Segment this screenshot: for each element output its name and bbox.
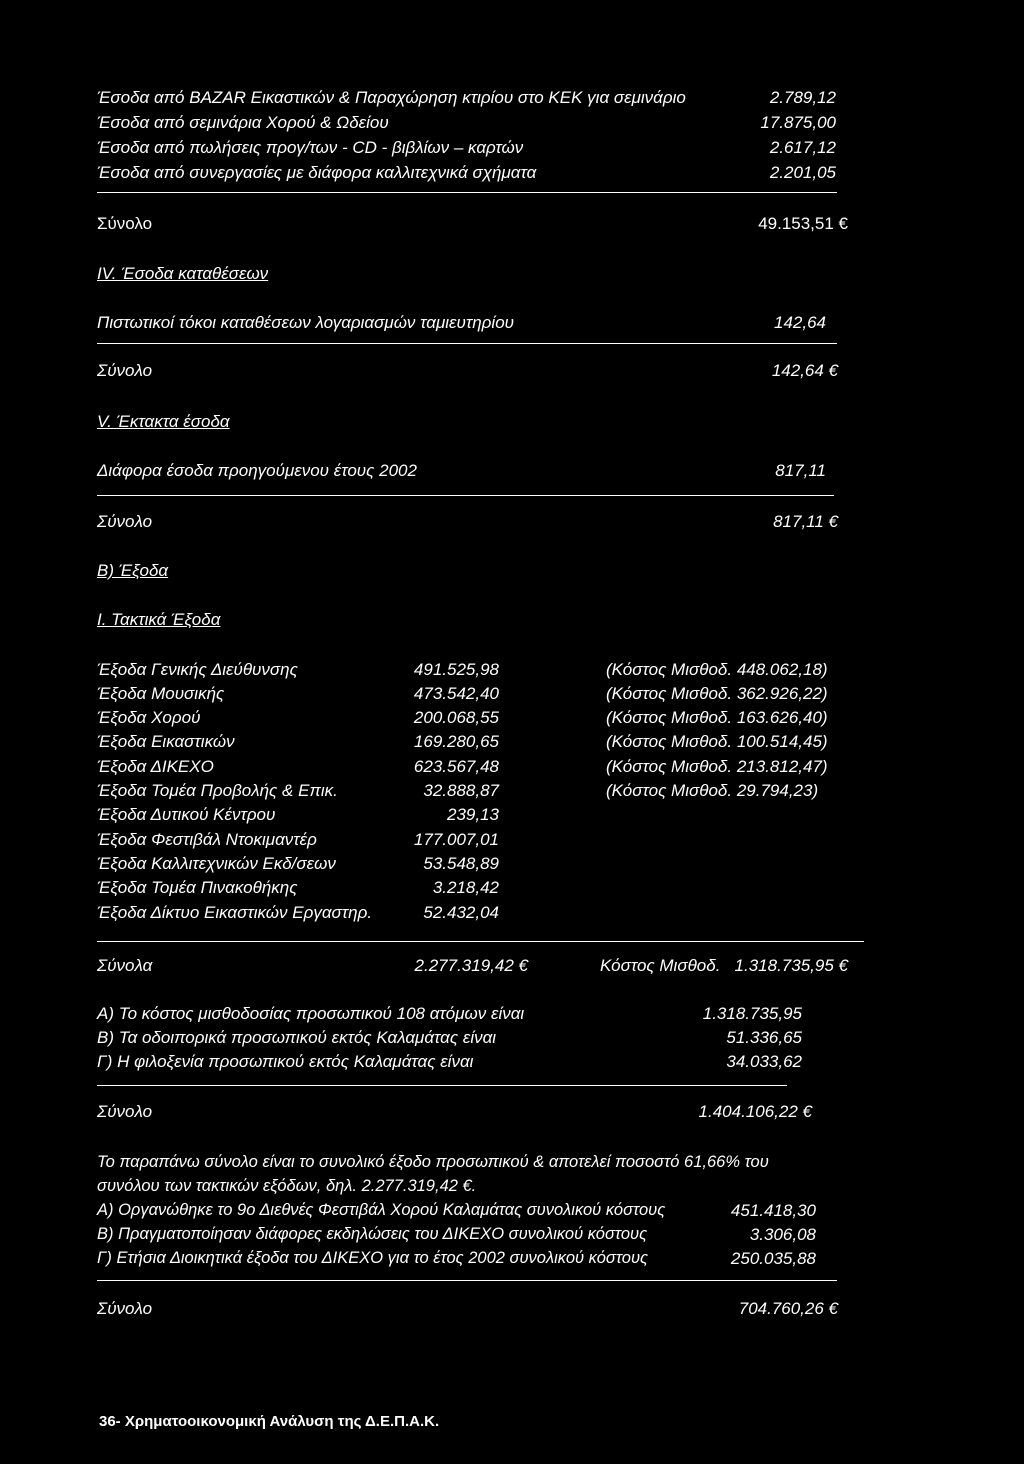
extraordinary-value: 817,11 xyxy=(775,461,826,480)
section-heading: V. Έκτακτα έσοδα xyxy=(97,412,230,431)
total-value: 817,11 € xyxy=(773,512,838,531)
divider xyxy=(97,343,837,344)
income-value: 2.201,05 xyxy=(769,163,836,182)
expense-label: Έξοδα Δυτικού Κέντρου xyxy=(97,805,276,824)
expenses-heading: Β) Έξοδα xyxy=(97,561,169,580)
expense-label: Έξοδα Χορού xyxy=(97,708,201,727)
expense-label: Έξοδα Καλλιτεχνικών Εκδ/σεων xyxy=(97,854,336,873)
total-value: 49.153,51 € xyxy=(758,214,848,233)
payroll-note: (Κόστος Μισθοδ. 448.062,18) xyxy=(606,660,828,679)
expense-label: Έξοδα Εικαστικών xyxy=(97,732,235,751)
expense-label: Έξοδα Μουσικής xyxy=(97,684,225,703)
expense-value: 473.542,40 xyxy=(413,684,499,703)
income-label: Έσοδα από BAZAR Εικαστικών & Παραχώρηση κτιρίου στο ΚΕΚ για σεμινάριο xyxy=(97,88,686,107)
expense-value: 239,13 xyxy=(447,805,499,824)
event-cost-label: Β) Πραγματοποίησαν διάφορες εκδηλώσεις του ΔΙΚΕΧΟ συνολικού κόστους xyxy=(97,1225,648,1243)
expense-label: Έξοδα Φεστιβάλ Ντοκιμαντέρ xyxy=(97,830,317,849)
divider xyxy=(97,192,837,193)
payroll-note: (Κόστος Μισθοδ. 100.514,45) xyxy=(606,732,828,751)
payroll-note: (Κόστος Μισθοδ. 362.926,22) xyxy=(606,684,828,703)
staff-cost-value: 34.033,62 xyxy=(726,1052,802,1071)
expense-label: Έξοδα ΔΙΚΕΧΟ xyxy=(97,757,214,776)
income-value: 17.875,00 xyxy=(760,113,836,132)
income-label: Έσοδα από πωλήσεις προγ/των - CD - βιβλίων – καρτών xyxy=(97,138,524,157)
expense-value: 32.888,87 xyxy=(423,781,499,800)
payroll-note: (Κόστος Μισθοδ. 29.794,23) xyxy=(606,781,819,800)
summary-paragraph-line: Το παραπάνω σύνολο είναι το συνολικό έξοδο προσωπικού & αποτελεί ποσοστό 61,66% του xyxy=(97,1153,769,1171)
staff-cost-label: Α) Το κόστος μισθοδοσίας προσωπικού 108 ατόμων είναι xyxy=(97,1004,525,1023)
page-footer: 36- Χρηματοοικονομική Ανάλυση της Δ.Ε.Π.Α.Κ. xyxy=(99,1413,440,1430)
expense-label: Έξοδα Τομέα Προβολής & Επικ. xyxy=(97,781,338,800)
event-cost-label: Α) Οργανώθηκε το 9ο Διεθνές Φεστιβάλ Χορού Καλαμάτας συνολικού κόστους xyxy=(97,1201,666,1219)
summary-paragraph-line: συνόλου των τακτικών εξόδων, δηλ. 2.277.319,42 €. xyxy=(97,1177,477,1195)
total-value: 704.760,26 € xyxy=(738,1299,838,1318)
income-label: Έσοδα από συνεργασίες με διάφορα καλλιτεχνικά σχήματα xyxy=(97,163,537,182)
expense-label: Έξοδα Δίκτυο Εικαστικών Εργαστηρ. xyxy=(97,903,373,922)
staff-cost-label: Γ) Η φιλοξενία προσωπικού εκτός Καλαμάτας είναι xyxy=(97,1052,474,1071)
expense-label: Έξοδα Τομέα Πινακοθήκης xyxy=(97,878,298,897)
total-label: Σύνολο xyxy=(97,1299,153,1318)
divider xyxy=(97,1085,787,1086)
event-cost-label: Γ) Ετήσια Διοικητικά έξοδα του ΔΙΚΕΧΟ για το έτος 2002 συνολικού κόστους xyxy=(97,1249,649,1267)
payroll-total-label: Κόστος Μισθοδ. xyxy=(600,956,721,975)
deposit-value: 142,64 xyxy=(774,313,826,332)
expense-value: 491.525,98 xyxy=(413,660,499,679)
payroll-note: (Κόστος Μισθοδ. 163.626,40) xyxy=(606,708,828,727)
income-value: 2.617,12 xyxy=(769,138,836,157)
income-label: Έσοδα από σεμινάρια Χορού & Ωδείου xyxy=(97,113,389,132)
totals-value: 2.277.319,42 € xyxy=(414,956,528,975)
total-label: Σύνολο xyxy=(97,512,153,531)
total-value: 142,64 € xyxy=(771,361,838,380)
totals-label: Σύνολα xyxy=(97,956,153,975)
staff-cost-value: 51.336,65 xyxy=(726,1028,802,1047)
event-cost-value: 250.035,88 xyxy=(730,1249,816,1268)
expense-value: 52.432,04 xyxy=(423,903,499,922)
total-label: Σύνολο xyxy=(97,361,153,380)
staff-cost-value: 1.318.735,95 xyxy=(702,1004,802,1023)
expense-value: 169.280,65 xyxy=(413,732,499,751)
divider xyxy=(97,941,864,942)
divider xyxy=(97,1280,837,1281)
total-label: Σύνολο xyxy=(97,1102,153,1121)
total-value: 1.404.106,22 € xyxy=(698,1102,812,1121)
staff-cost-label: Β) Τα οδοιπορικά προσωπικού εκτός Καλαμάτας είναι xyxy=(97,1028,497,1047)
divider xyxy=(97,495,834,496)
regular-expenses-heading: Ι. Τακτικά Έξοδα xyxy=(97,610,221,629)
total-label: Σύνολο xyxy=(97,214,153,233)
extraordinary-label: Διάφορα έσοδα προηγούμενου έτους 2002 xyxy=(97,461,417,480)
event-cost-value: 3.306,08 xyxy=(749,1225,816,1244)
expense-value: 177.007,01 xyxy=(413,830,499,849)
payroll-total-value: 1.318.735,95 € xyxy=(734,956,848,975)
income-value: 2.789,12 xyxy=(769,88,836,107)
expense-value: 200.068,55 xyxy=(413,708,499,727)
expense-value: 623.567,48 xyxy=(413,757,499,776)
deposit-label: Πιστωτικοί τόκοι καταθέσεων λογαριασμών ταμιευτηρίου xyxy=(97,313,514,332)
expense-label: Έξοδα Γενικής Διεύθυνσης xyxy=(97,660,298,679)
section-heading: IV. Έσοδα καταθέσεων xyxy=(97,264,269,283)
expense-value: 53.548,89 xyxy=(423,854,499,873)
expense-value: 3.218,42 xyxy=(432,878,499,897)
event-cost-value: 451.418,30 xyxy=(730,1201,816,1220)
payroll-note: (Κόστος Μισθοδ. 213.812,47) xyxy=(606,757,828,776)
